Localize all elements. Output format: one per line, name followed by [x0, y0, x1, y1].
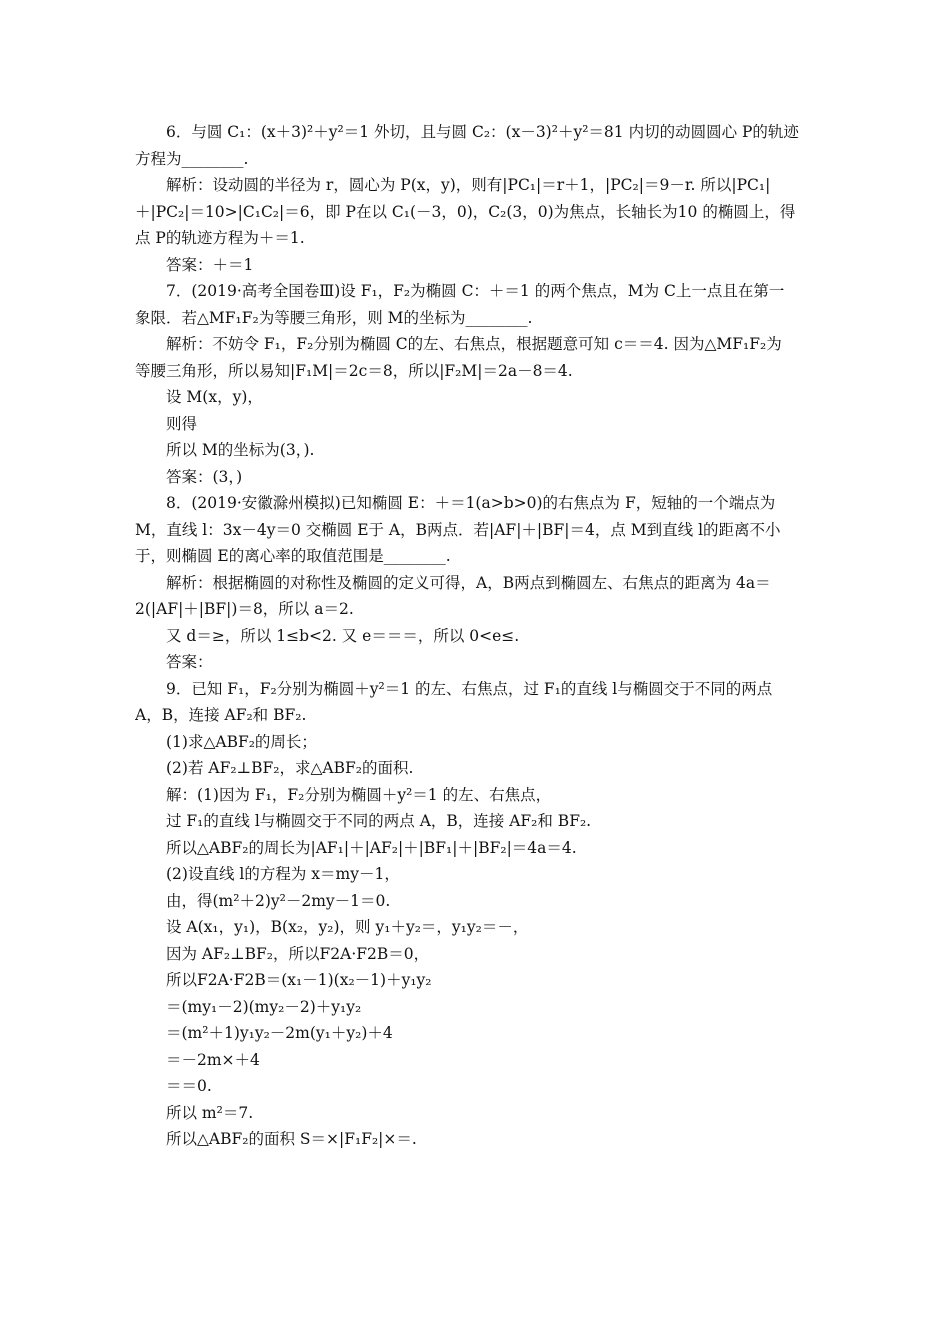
text-line: ＝(m²＋1)y₁y₂－2m(y₁＋y₂)＋4 — [166, 1024, 393, 1042]
text-line: 所以 M的坐标为(3，). — [166, 441, 315, 459]
text-line: 解析：不妨令 F₁，F₂分别为椭圆 C的左、右焦点，根据题意可知 c＝＝4. 因为△MF₁F₂为 — [166, 335, 782, 353]
text-line: 点 P的轨迹方程为＋＝1. — [135, 229, 305, 247]
text-line: 2(|AF|＋|BF|)＝8，所以 a＝2. — [135, 600, 354, 618]
text-line: (2)若 AF₂⊥BF₂，求△ABF₂的面积. — [166, 759, 414, 777]
text-line: 所以F2A·F2B＝(x₁－1)(x₂－1)＋y₁y₂ — [166, 971, 432, 989]
text-line: 设 A(x₁，y₁)，B(x₂，y₂)，则 y₁＋y₂＝，y₁y₂＝－， — [166, 918, 529, 936]
text-line: 9．已知 F₁，F₂分别为椭圆＋y²＝1 的左、右焦点，过 F₁的直线 l与椭圆交于不同的两点 — [166, 679, 773, 698]
text-line: ＋|PC₂|＝10>|C₁C₂|＝6，即 P在以 C₁(－3，0)，C₂(3，0)为焦点，长轴长为10 的椭圆上，得 — [135, 202, 796, 221]
text-line: 方程为________. — [135, 149, 249, 168]
document-body — [135, 119, 815, 1153]
text-line: ＝(my₁－2)(my₂－2)＋y₁y₂ — [166, 997, 362, 1016]
text-line: 于，则椭圆 E的离心率的取值范围是________. — [135, 547, 451, 565]
text-line: ＝－2m×＋4 — [166, 1050, 260, 1069]
text-line: 解析：设动圆的半径为 r，圆心为 P(x，y)，则有|PC₁|＝r＋1，|PC₂|＝9－r. 所以|PC₁| — [166, 176, 771, 194]
text-line: 又 d＝≥，所以 1≤b<2. 又 e＝＝＝，所以 0<e≤. — [166, 626, 520, 645]
text-line: 答案：(3，) — [166, 467, 243, 486]
text-line: 答案：＋＝1 — [166, 255, 254, 274]
text-line: 因为 AF₂⊥BF₂，所以F2A·F2B＝0， — [166, 944, 430, 963]
text-line: A，B，连接 AF₂和 BF₂. — [135, 706, 307, 724]
text-line: 所以△ABF₂的面积 S＝×|F₁F₂|×＝. — [166, 1130, 417, 1148]
text-line: 6．与圆 C₁：(x＋3)²＋y²＝1 外切，且与圆 C₂：(x－3)²＋y²＝81 内切的动圆圆心 P的轨迹 — [166, 123, 799, 141]
text-line: M，直线 l：3x－4y＝0 交椭圆 E于 A，B两点．若|AF|＋|BF|＝4，点 M到直线 l的距离不小 — [135, 520, 781, 539]
text-line: ＝＝0. — [166, 1077, 212, 1095]
text-line: 答案： — [166, 653, 213, 671]
text-line: 设 M(x，y)， — [166, 388, 263, 406]
text-line: 7．(2019·高考全国卷Ⅲ)设 F₁，F₂为椭圆 C：＋＝1 的两个焦点，M为 C上一点且在第一 — [166, 282, 785, 300]
text-line: 等腰三角形，所以易知|F₁M|＝2c＝8，所以|F₂M|＝2a－8＝4. — [135, 361, 573, 380]
text-line: 象限．若△MF₁F₂为等腰三角形，则 M的坐标为________. — [135, 308, 533, 327]
text-line: 由，得(m²＋2)y²－2my－1＝0. — [166, 891, 391, 910]
text-line: 所以 m²＝7. — [166, 1103, 254, 1122]
text-line: 所以△ABF₂的周长为|AF₁|＋|AF₂|＋|BF₁|＋|BF₂|＝4a＝4. — [166, 838, 577, 857]
text-line: 解：(1)因为 F₁，F₂分别为椭圆＋y²＝1 的左、右焦点， — [166, 785, 552, 804]
text-line: 过 F₁的直线 l与椭圆交于不同的两点 A，B，连接 AF₂和 BF₂. — [166, 812, 592, 830]
text-line: (1)求△ABF₂的周长； — [166, 732, 317, 751]
text-line: 解析：根据椭圆的对称性及椭圆的定义可得，A，B两点到椭圆左、右焦点的距离为 4a＝ — [166, 573, 771, 592]
text-line: (2)设直线 l的方程为 x＝my－1， — [166, 865, 400, 883]
text-line: 则得 — [166, 414, 198, 433]
text-line: 8．(2019·安徽滁州模拟)已知椭圆 E：＋＝1(a>b>0)的右焦点为 F，短轴的一个端点为 — [166, 494, 776, 512]
